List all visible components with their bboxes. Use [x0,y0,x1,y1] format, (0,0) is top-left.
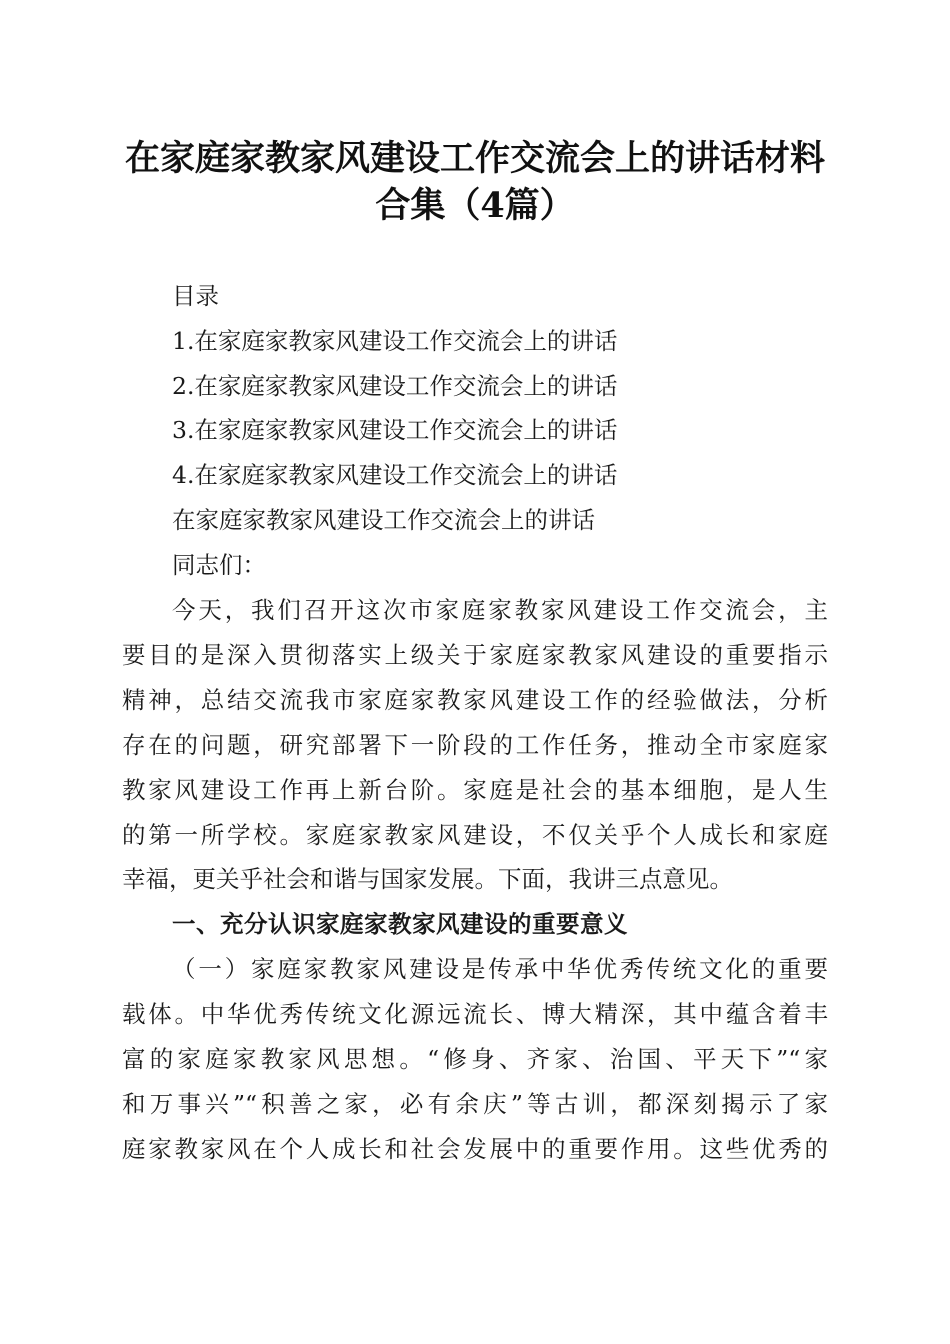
document-title-line-2: 合集（4篇） [375,185,575,226]
toc-label: 目录 [172,282,219,310]
paragraph-1-line-4: 存在的问题，研究部署下一阶段的工作任务，推动全市家庭家 [122,731,828,759]
paragraph-1-line-3: 精神，总结交流我市家庭家教家风建设工作的经验做法，分析 [122,686,828,714]
paragraph-2-line-1: （一）家庭家教家风建设是传承中华优秀传统文化的重要 [172,955,828,983]
paragraph-1-line-5: 教家风建设工作再上新台阶。家庭是社会的基本细胞，是人生 [122,776,828,804]
document-title-line-1: 在家庭家教家风建设工作交流会上的讲话材料 [124,138,825,179]
toc-item-2: 2.在家庭家教家风建设工作交流会上的讲话 [172,372,618,400]
salutation: 同志们： [172,551,266,579]
paragraph-1-line-6: 的第一所学校。家庭家教家风建设，不仅关乎个人成长和家庭 [122,821,828,849]
paragraph-2-line-2: 载体。中华优秀传统文化源远流长、博大精深，其中蕴含着丰 [122,1000,828,1028]
toc-item-4: 4.在家庭家教家风建设工作交流会上的讲话 [172,461,618,489]
paragraph-1-line-2: 要目的是深入贯彻落实上级关于家庭家教家风建设的重要指示 [122,641,828,669]
section-1-heading: 一、充分认识家庭家教家风建设的重要意义 [172,910,628,938]
paragraph-2-line-3: 富的家庭家教家风思想。“修身、齐家、治国、平天下”“家 [122,1045,828,1073]
speech-title: 在家庭家教家风建设工作交流会上的讲话 [172,506,595,534]
paragraph-2-line-4: 和万事兴”“积善之家，必有余庆”等古训，都深刻揭示了家 [122,1090,828,1118]
paragraph-1-line-1: 今天，我们召开这次市家庭家教家风建设工作交流会，主 [172,596,828,624]
paragraph-1-line-7: 幸福，更关乎社会和谐与国家发展。下面，我讲三点意见。 [122,865,733,893]
toc-item-3: 3.在家庭家教家风建设工作交流会上的讲话 [172,416,618,444]
toc-item-1: 1.在家庭家教家风建设工作交流会上的讲话 [172,327,618,355]
paragraph-2-line-5: 庭家教家风在个人成长和社会发展中的重要作用。这些优秀的 [122,1135,828,1163]
